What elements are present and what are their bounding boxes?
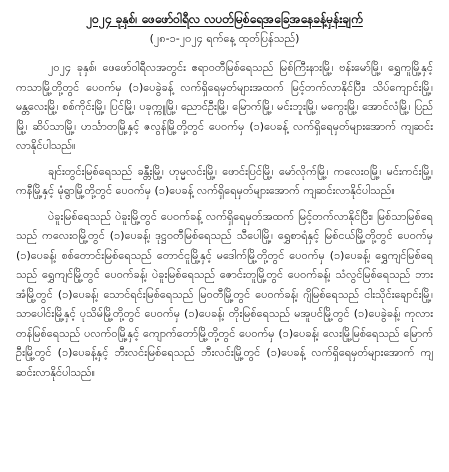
release-date: (၂၈-၁-၂၀၂၄ ရက်နေ့ ထုတ်ပြန်သည်) xyxy=(149,32,300,45)
paragraph-ayeyarwady: ၂၀၂၄ ခုနှစ်၊ ဖေဖော်ဝါရီလအတွင်း ဧရာဝတီမြစ်ရေသည် မြစ်ကြီးနားမြို့၊ ဗန်းမော်မြို့၊ ရွှေကူမြို့နှင့် ကသာမြို့တို့တွင် ပေ၀က်မှ (၁)ပေခွဲခန့် လက်ရှိရေမှတ်များအထက် မြင့်တက်လာနိုင်ပြီး၊ သိပ်ကျောင်းမြို့၊ မန္တလေးမြို့၊ စစ်ကိုင်းမြို့၊ ပြင်မြို့၊ ပခုက္ကူမြို့၊ ညောင်ဦးမြို့၊ မြောက်မြို့၊ မင်းဘူးမြို့၊ မကွေးမြို့၊ အောင်လံမြို့၊ ပြည်မြို့၊ ဆိပ်သာမြို့၊ ဟင်္သာတမြို့နှင့် ဇလွန်မြို့တို့တွင် ပေ၀က်မှ (၁)ပေခန့် လက်ရှိရေမှတ်များအောက် ကျဆင်းလာနိုင်ပါသည်။ xyxy=(16,61,433,152)
document-title: ၂၀၂၄ ခုနှစ်၊ ဖေဖော်ဝါရီလ လပတ်မြစ်ရေအခြေအနေခန့်မှန်းချက် xyxy=(86,12,363,26)
paragraph-other-rivers: ပဲခူးမြစ်ရေသည် ပဲခူးမြို့တွင် ပေ၀က်ခန့် လက်ရှိရေမှတ်အထက် မြင့်တက်လာနိုင်ပြီး၊ မြစ်သာမြစ်ရေသည် ကလေးဝမြို့တွင် (၁)ပေခန့်၊ ဒုဋ္ဌဝတီမြစ်ရေသည် သီပေါမြို့၊ ရွှေစာရံနှင့် မြစ်ငယ်မြို့တို့တွင် ပေ၀က်မှ (၁)ပေခန့်၊ စစ်တောင်းမြစ်ရေသည် တောင်ငူမြို့နှင့် မဒေါက်မြို့တို့တွင် ပေ၀က်မှ (၁)ပေခန့်၊ ရွှေကျင်မြစ်ရေသည် ရွှေကျင်မြို့တွင် ပေ၀က်ခန့်၊ ပဲခူးမြစ်ရေသည် ဇောင်းတူမြို့တွင် ပေ၀က်ခန့်၊ သံလွင်မြစ်ရေသည် ဘားအံမြို့တွင် (၁)ပေခန့်၊ သောင်ရင်းမြစ်ရေသည် မြဝတီမြို့တွင် ပေ၀က်ခန့်၊ ဂျိမြစ်ရေသည် ငါးသိုင်းချောင်းမြို့၊ သာပေါင်းမြို့နှင့် ပုသိမ်မြို့တို့တွင် ပေ၀က်မှ (၁)ပေခန့်၊ တိုးမြစ်ရေသည် မအူပင်မြို့တွင် (၁)ပေခွဲခန့်၊ ကုလားတန်မြစ်ရေသည် ပလက်ဝမြို့နှင့် ကျောက်တော်မြို့တို့တွင် ပေ၀က်မှ (၁)ပေခန့်၊ လေးမြို့မြစ်ရေသည် မြောက်ဦးမြို့တွင် (၁)ပေခန့်နှင့် ဘီးလင်းမြစ်ရေသည် ဘီးလင်းမြို့တွင် (၁)ပေခန့် လက်ရှိရေမှတ်များအောက် ကျဆင်းလာနိုင်ပါသည်။ xyxy=(16,209,433,379)
paragraph-chindwin: ချင်းတွင်းမြစ်ရေသည် ခန္တီးမြို့၊ ဟုမ္မလင်းမြို့၊ ဖောင်းပြင်မြို့၊ မော်လိုက်မြို့၊ ကလေးဝမြို့၊ မင်းကင်းမြို့၊ ကနီမြို့နှင့် မုံရွာမြို့တို့တွင် ပေ၀က်မှ (၁)ပေခန့် လက်ရှိရေမှတ်များအောက် ကျဆင်းလာနိုင်ပါသည်။ xyxy=(16,164,433,197)
